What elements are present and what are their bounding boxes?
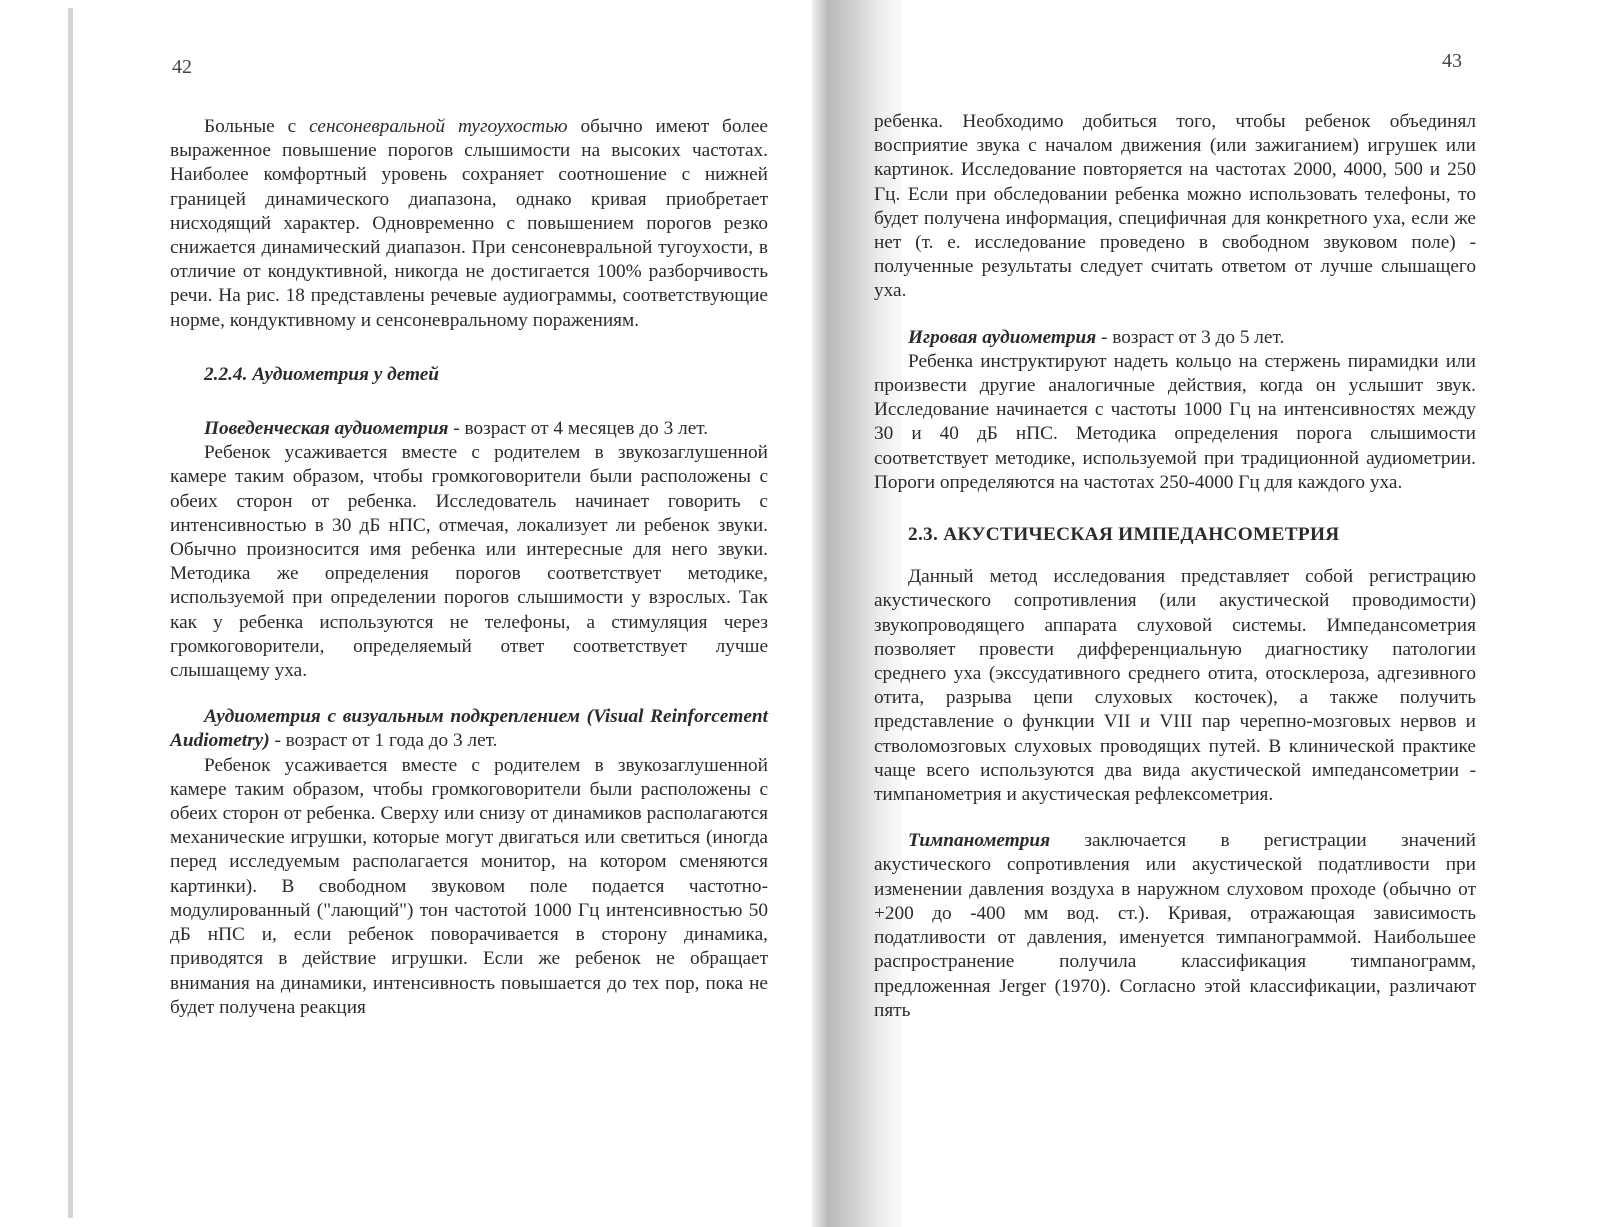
text-run: - возраст от 4 месяцев до 3 лет. [448,418,709,440]
lead-term: Тимпанометрия [908,830,1051,852]
paragraph: ребенка. Необходимо добиться того, чтобы ребенок объединял восприятие звука с началом движения (или зажиганием) игрушек или картинок. Исследование повторяется на частотах 2000, 4000, 500 и 250 Гц. Если при обследовании ребенка можно использовать телефоны, то будет получена информация, специфичная для конкретного уха, если же нет (т. е. исследование проведено в свободном звуковом поле) - полученные результаты следует считать ответом от лучше слышащего уха. [874,111,1476,302]
section-heading: 2.3. АКУСТИЧЕСКАЯ ИМПЕДАНСОМЕТРИЯ [908,524,1340,546]
right-page [870,0,1601,1227]
lead-term: Аудиометрия с визуальным подкреплением (Visual Reinforcement Audiometry) [170,706,768,752]
paragraph [874,326,1476,350]
right-page-text [874,110,1476,1023]
text-run: Больные с [204,116,310,137]
page-number: 43 [1442,50,1462,72]
italic-term: сенсоневральной тугоухостью [309,116,568,137]
lead-term: Поведенческая аудиометрия [204,418,449,440]
paragraph: Данный метод исследования представляет собой регистрацию акустического сопротивления (или акустической проводимости) звукопроводящего аппарата слуховой системы. Импедансометрия позволяет провести дифференциальную диагностику патологии среднего уха (экссудативного среднего отита, отосклероза, адгезивного отита, разрыва цепи слуховых косточек), а также получить представление о функции VII и VIII пар черепно-мозговых нервов и стволомозговых слуховых проводящих путей. В клинической практике чаще всего используются два вида акустической импедансометрии - тимпанометрия и акустическая рефлексометрия. [874,566,1476,806]
section-heading: 2.2.4. Аудиометрия у детей [204,363,440,385]
lead-term: Игровая аудиометрия [908,326,1097,348]
paragraph: Ребенка инструктируют надеть кольцо на стержень пирамидки или произвести другие аналогичные действия, когда он услышит звук. Исследование начинается с частоты 1000 Гц на интенсивностях между 30 и 40 дБ нПС. Методика определения порога слышимости соответствует методике, используемой при традиционной аудиометрии. Пороги определяются на частотах 250-4000 Гц для каждого уха. [874,350,1476,493]
text-run: - возраст от 3 до 5 лет. [1096,326,1285,348]
paragraph [170,115,768,333]
paragraph: Ребенок усаживается вместе с родителем в звукозаглушенной камере таким образом, чтобы громкоговорители были расположены с обеих сторон от ребенка. Сверху или снизу от динамиков располагаются механические игрушки, которые могут двигаться или светиться (иногда перед исследуемым располагается монитор, на котором сменяются картинки). В свободном звуковом поле подается частотно-модулированный ("лающий") тон частотой 1000 Гц интенсивностью 50 дБ нПС и, если ребенок поворачивается в сторону динамика, приводятся в действие игрушки. Если же ребенок не обращает внимания на динамики, интенсивность повышается до тех пор, пока не будет получена реакция [170,754,768,1018]
paragraph: Ребенок усаживается вместе с родителем в звукозаглушенной камере таким образом, чтобы громкоговорители были расположены с обеих сторон от ребенка. Исследователь начинает говорить с интенсивностью в 30 дБ нПС, отмечая, локализует ли ребенок звуки. Обычно произносится имя ребенка или интересные для него звуки. Методика же определения порогов соответствует методике, используемой при определении порогов слышимости у взрослых. Так как у ребенка используются не телефоны, а стимуляция через громкоговорители, определяемый ответ соответствует лучше слышащему уха. [170,442,768,682]
text-run: заключается в регистрации значений акустического сопротивления или акустической податливости при изменении давления воздуха в наружном слуховом проходе (обычно от +200 до -400 мм вод. ст.). Кривая, отражающая зависимость податливости от давления, именуется тимпанограммой. Наибольшее распространение получила классификация тимпанограмм, предложенная Jerger (1970). Согласно этой классификации, различают пять [874,830,1476,1021]
left-page-text [170,115,768,1020]
paragraph [170,417,768,441]
paragraph [874,829,1476,1023]
text-run: - возраст от 1 года до 3 лет. [269,730,498,752]
text-run: обычно имеют более выраженное повышение порогов слышимости на высоких частотах. Наиболее комфортный уровень сохраняет соотношение с нижней границей динамического диапазона, однако кривая приобретает нисходящий характер. Одновременно с повышением порогов резко снижается динамический диапазон. При сенсоневральной тугоухости, в отличие от кондуктивной, никогда не достигается 100% разборчивость речи. На рис. 18 представлены речевые аудиограммы, соответствующие норме, кондуктивному и сенсоневральному поражениям. [170,116,768,331]
paragraph [170,705,768,753]
page-number: 42 [172,56,192,78]
